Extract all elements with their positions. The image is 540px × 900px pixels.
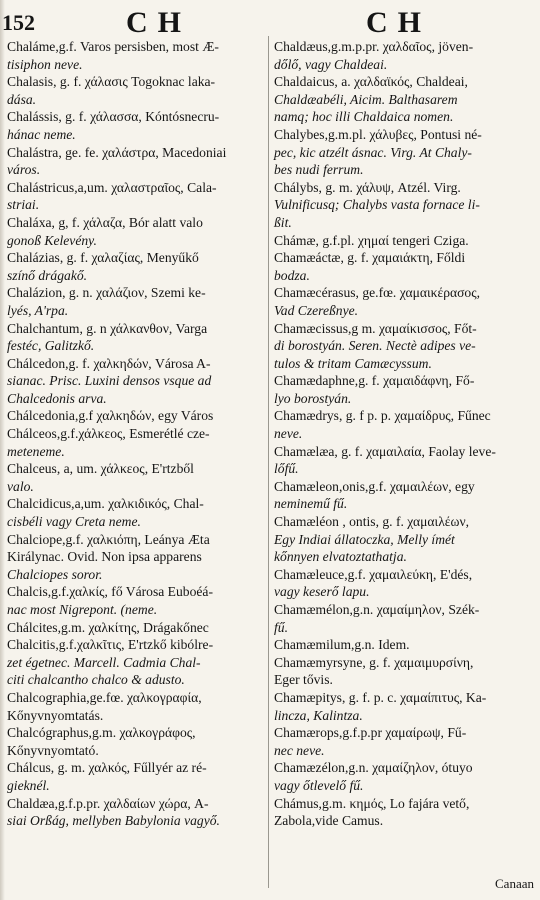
dictionary-line: Chamæmyrsyne, g. f. χαμαιμυρσίνη, [274, 654, 474, 670]
dictionary-line: lyés, A'rpa. [7, 302, 69, 318]
dictionary-line: Chaldæa,g.f.p.pr. χαλδαίων χώρα, A- [7, 795, 209, 811]
right-column [274, 38, 536, 830]
dictionary-line: Chamædrys, g. f p. p. χαμαίδρυς, Fűnec [274, 408, 491, 424]
dictionary-line: Chamæpitys, g. f. p. c. χαμαίπιτυς, Ka- [274, 689, 487, 705]
dictionary-line: Chamæáctæ, g. f. χαμαιάκτη, Főldi [274, 250, 466, 266]
dictionary-line: kőnnyen elvatoztathatja. [274, 549, 407, 565]
dictionary-line: vagy keserő lapu. [274, 584, 370, 600]
dictionary-line: Chamæmélon,g.n. χαμαίμηλον, Szék- [274, 602, 480, 617]
dictionary-line: Kőnyvnyomtató. [7, 742, 99, 758]
dictionary-line: Egy Indiai állatoczka, Melly ímét [274, 531, 455, 547]
dictionary-line: Chalástra, ge. fe. χαλάστρα, Macedoniai [7, 144, 227, 160]
dictionary-line: Chalcidicus,a,um. χαλκιδικός, Chal- [7, 496, 204, 512]
dictionary-line: lincza, Kalintza. [274, 707, 363, 723]
dictionary-line: tisiphon neve. [7, 56, 83, 72]
dictionary-line: Chámæ, g.f.pl. χημαί tengeri Cziga. [274, 232, 469, 248]
dictionary-line: Chálcus, g. m. χαλκός, Fűllyér az ré- [7, 760, 207, 776]
dictionary-line: neminemű fű. [274, 496, 348, 512]
dictionary-line: Chaldaicus, a. χαλδαϊκός, Chaldeai, [274, 74, 468, 90]
dictionary-line: Chálybs, g. m. χάλυψ, Atzél. Virg. [274, 179, 461, 195]
dictionary-line: siai Orßág, mellyben Babylonia vagyő. [7, 813, 220, 829]
dictionary-line: hánac neme. [7, 126, 76, 142]
dictionary-line: színő drágakő. [7, 267, 88, 283]
dictionary-line: zet égetnec. Marcell. Cadmia Chal- [7, 654, 201, 670]
dictionary-line: Chámus,g.m. κημός, Lo fajára vető, [274, 795, 470, 811]
running-head-right: CH [366, 6, 431, 39]
dictionary-line: Chalciope,g.f. χαλκιόπη, Leánya Æta [7, 531, 210, 547]
dictionary-line: Chamæmilum,g.n. Idem. [274, 637, 410, 653]
dictionary-line: striai. [7, 197, 40, 213]
dictionary-line: ßit. [274, 214, 292, 230]
dictionary-line: tulos & tritam Camæcyssum. [274, 355, 432, 371]
dictionary-line: Chamæléon , ontis, g. f. χαμαιλέων, [274, 514, 470, 530]
dictionary-line: Chaldæus,g.m.p.pr. χαλδαῖος, jöven- [274, 39, 474, 54]
dictionary-line: Chalasis, g. f. χάλασις Togoknac laka- [7, 74, 216, 90]
dictionary-line: dőlő, vagy Chaldeai. [274, 56, 388, 72]
dictionary-line: Chamæleon,onis,g.f. χαμαιλέων, egy [274, 478, 475, 494]
dictionary-line: Chalássis, g. f. χάλασσα, Kóntósnecru- [7, 109, 220, 125]
dictionary-line: Chaláme,g.f. Varos persisben, most Æ- [7, 39, 219, 54]
dictionary-line: gieknél. [7, 777, 50, 793]
dictionary-line: namq; hoc illi Chaldaica nomen. [274, 109, 454, 125]
dictionary-line: sianac. Prisc. Luxini densos vsque ad [7, 373, 212, 389]
dictionary-line: gonoß Kelevény. [7, 232, 97, 248]
book-gutter-shadow [0, 0, 5, 900]
dictionary-line: Chamæleuce,g.f. χαμαιλεύκη, E'dés, [274, 566, 473, 582]
dictionary-line: város. [7, 162, 41, 178]
dictionary-line: lőfű. [274, 461, 299, 477]
dictionary-line: lyo borostyán. [274, 390, 352, 406]
dictionary-line: Chalchantum, g. n χάλκανθον, Varga [7, 320, 208, 336]
left-column [7, 38, 269, 830]
dictionary-line: Chalceus, a, um. χάλκεος, E'rtzből [7, 461, 194, 477]
dictionary-line: Vulnificusq; Chalybs vasta fornace li- [274, 197, 480, 213]
dictionary-line: nac most Nigrepont. (neme. [7, 602, 158, 617]
dictionary-line: Chamædaphne,g. f. χαμαιδάφνη, Fő- [274, 373, 475, 389]
dictionary-line: Chamæzélon,g.n. χαμαίζηλον, ótuyo [274, 760, 473, 776]
dictionary-line: Chamælæa, g. f. χαμαιλαία, Faolay leve- [274, 443, 496, 459]
dictionary-line: bes nudi ferrum. [274, 162, 364, 178]
page-number: 152 [2, 10, 35, 35]
dictionary-line: neve. [274, 426, 303, 442]
dictionary-line: Chálcedon,g. f. χαλκηδών, Városa A- [7, 355, 211, 371]
dictionary-line: fű. [274, 619, 288, 635]
dictionary-line: cisbéli vagy Creta neme. [7, 514, 141, 530]
dictionary-line: Vad Czereßnye. [274, 302, 359, 318]
dictionary-line: Chalcedonis arva. [7, 390, 107, 406]
dictionary-line: di borostyán. Seren. Nectè adipes ve- [274, 338, 476, 354]
dictionary-line: festéc, Galitzkő. [7, 338, 95, 354]
dictionary-line: Chalcitis,g.f.χαλκῖτις, E'rtzkő kibólre- [7, 637, 214, 653]
dictionary-line: pec, kic atzélt ásnac. Virg. At Chaly- [274, 144, 472, 160]
dictionary-line: Chalcógraphus,g.m. χαλκογράφος, [7, 725, 196, 741]
dictionary-line: Chálcites,g.m. χαλκίτης, Drágakőnec [7, 619, 209, 635]
dictionary-line: Chalcis,g.f.χαλκίς, fő Városa Euboéá- [7, 584, 213, 600]
dictionary-line: citi chalcantho chalco & adusto. [7, 672, 185, 688]
dictionary-line: Kőnyvnyomtatás. [7, 707, 104, 723]
dictionary-line: meteneme. [7, 443, 65, 459]
running-head-left: CH [126, 6, 191, 39]
dictionary-line: dása. [7, 91, 37, 107]
dictionary-line: Chamæcissus,g m. χαμαίκισσος, Főt- [274, 320, 477, 336]
dictionary-line: Chalázias, g. f. χαλαζίας, Menyűkő [7, 250, 199, 266]
dictionary-line: Zabola,vide Camus. [274, 813, 384, 829]
dictionary-line: Chamæcérasus, ge.fœ. χαμαικέρασος, [274, 285, 481, 301]
dictionary-line: Chamærops,g.f.p.pr χαμαίρωψ, Fű- [274, 725, 467, 741]
dictionary-line: Chálcedonia,g.f χαλκηδών, egy Város [7, 408, 214, 424]
dictionary-line: Chálceos,g.f.χάλκεος, Esmerétlé cze- [7, 426, 210, 442]
dictionary-line: Chalástricus,a,um. χαλαστραῖος, Cala- [7, 179, 217, 195]
dictionary-line: Chalybes,g.m.pl. χάλυβες, Pontusi né- [274, 126, 482, 142]
catchword: Canaan [495, 876, 534, 891]
dictionary-line: vagy őtlevelő fű. [274, 777, 364, 793]
column-divider [268, 36, 269, 888]
dictionary-line: valo. [7, 478, 34, 494]
dictionary-line: Chalciopes soror. [7, 566, 103, 582]
dictionary-line: Eger tővis. [274, 672, 333, 688]
dictionary-line: Chalcographia,ge.fœ. χαλκογραφία, [7, 689, 202, 705]
dictionary-line: bodza. [274, 267, 310, 283]
dictionary-line: Chalázion, g. n. χαλάζιον, Szemi ke- [7, 285, 206, 301]
dictionary-line: Chaldæabéli, Aicim. Balthasarem [274, 91, 458, 107]
dictionary-line: nec neve. [274, 742, 325, 758]
dictionary-line: Királynac. Ovid. Non ipsa apparens [7, 549, 202, 565]
dictionary-line: Chaláxa, g, f. χάλαζα, Bór alatt valo [7, 214, 203, 230]
